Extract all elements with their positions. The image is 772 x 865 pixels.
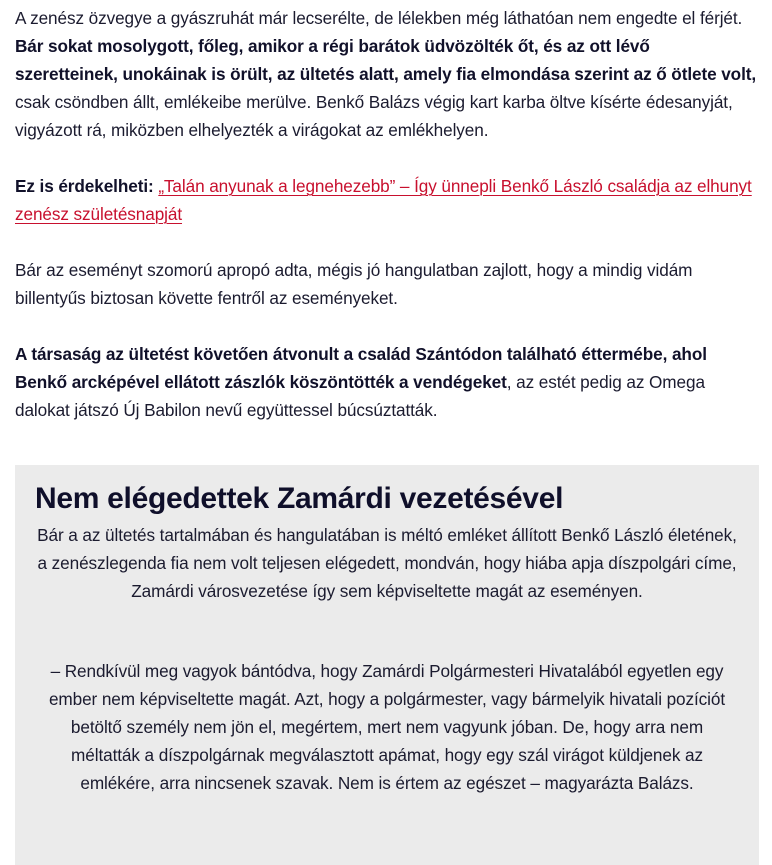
paragraph-restaurant [15,340,757,424]
related-article-link[interactable]: „Talán anyunak a legnehezebb” – Így ünnepli Benkő László családja az elhunyt zenész születésnapját [15,176,752,224]
paragraph-text: csak csöndben állt, emlékeibe merülve. Benkő Balázs végig kart karba öltve kísérte édesanyját, vigyázott rá, miközben elhelyezték a virágokat az emlékhelyen. [15,92,733,140]
box-paragraph-intro: Bár a az ültetés tartalmában és hangulatában is méltó emléket állított Benkő László életének, a zenészlegenda fia nem volt teljesen elégedett, mondván, hogy hiába apja díszpolgári címe, Zamárdi városvezetése így sem képviseltette magát az eseményen. [37,525,737,601]
paragraph-bold-text: Bár sokat mosolygott, főleg, amikor a régi barátok üdvözölték őt, és az ott lévő szeretteinek, unokáinak is örült, az ültetés alatt, amely fia elmondása szerint az ő ötlete volt, [15,36,757,84]
paragraph-mood: Bár az eseményt szomorú apropó adta, mégis jó hangulatban zajlott, hogy a mindig vidám billentyűs biztosan követte fentről az eseményeket. [15,260,693,308]
paragraph-text: A zenész özvegye a gyászruhát már lecserélte, de lélekben még láthatóan nem engedte el férjét. [15,8,743,28]
paragraph-spacer [15,144,757,172]
paragraph-bold-text: A társaság az ültetést követően átvonult a család Szántódon található éttermébe, ahol Benkő arcképével ellátott zászlók köszöntötték a vendégeket [15,344,707,392]
article-body [0,0,772,424]
related-label: Ez is érdekelheti: [15,176,154,196]
paragraph-spacer [15,228,757,256]
paragraph-widow [15,0,757,144]
box-paragraph-quote: – Rendkívül meg vagyok bántódva, hogy Zamárdi Polgármesteri Hivatalából egyetlen egy ember nem képviseltette magát. Azt, hogy a polgármester, vagy bármelyik hivatali pozíciót betöltő személy nem jön el, megértem, mert nem vagyunk jóban. De, hogy arra nem méltatták a díszpolgárnak megválasztott apámat, hogy egy szál virágot küldjenek az emlékére, arra nincsenek szavak. Nem is értem az egészet – magyarázta Balázs. [48,661,726,793]
highlight-box [15,465,759,865]
paragraph-text: , az estét pedig az Omega dalokat játszó Új Babilon nevű együttessel búcsúztatták. [15,372,705,420]
paragraph-spacer [15,312,757,340]
box-title: Nem elégedettek Zamárdi vezetésével [35,482,564,515]
related-article [15,172,757,228]
